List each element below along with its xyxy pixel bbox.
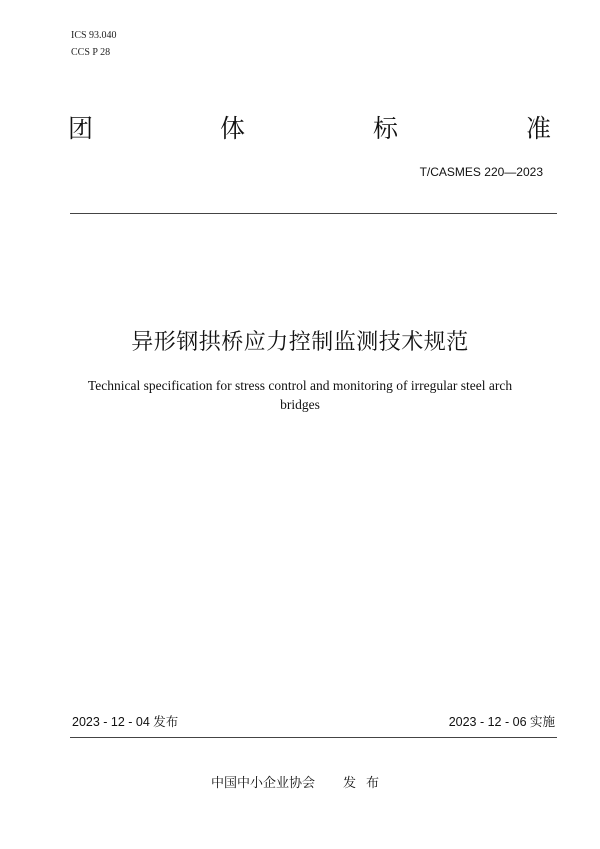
standard-type-heading bbox=[68, 112, 554, 148]
implementation-date: 2023 - 12 - 06 实施 bbox=[448, 715, 555, 729]
ics-code: ICS 93.040 bbox=[71, 30, 117, 41]
standard-type-char: 标 bbox=[373, 114, 399, 143]
ccs-code: CCS P 28 bbox=[71, 47, 111, 58]
bottom-divider bbox=[70, 737, 557, 738]
title-chinese: 异形钢拱桥应力控制监测技术规范 bbox=[131, 330, 469, 355]
standard-type-char: 团 bbox=[68, 114, 94, 143]
top-divider bbox=[70, 213, 557, 214]
publish-action: 发布 bbox=[343, 776, 390, 791]
title-english: Technical specification for stress control and monitoring of irregular steel arch bridges bbox=[87, 378, 513, 412]
issue-date: 2023 - 12 - 04 发布 bbox=[72, 715, 179, 729]
publisher-line bbox=[0, 775, 600, 793]
standard-type-char: 体 bbox=[220, 114, 246, 143]
publisher-name: 中国中小企业协会 bbox=[210, 776, 315, 791]
standard-code: T/CASMES 220—2023 bbox=[419, 165, 543, 179]
classification-codes bbox=[71, 27, 117, 61]
standard-type-char: 准 bbox=[526, 114, 552, 143]
